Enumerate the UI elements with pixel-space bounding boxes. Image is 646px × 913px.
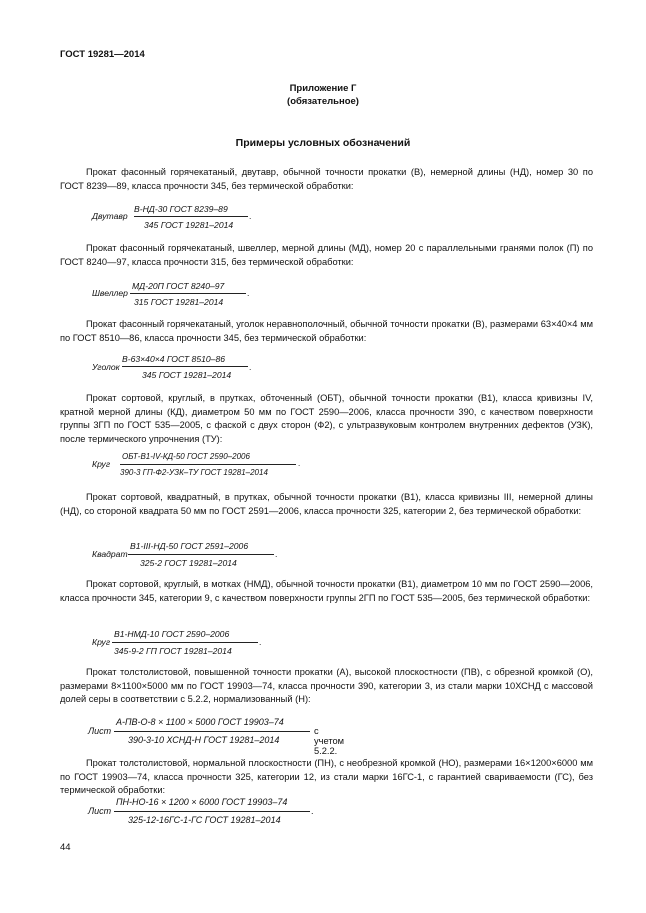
formula-suffix: .: [249, 211, 252, 221]
fraction-line: [128, 554, 274, 555]
entry-paragraph: Прокат сортовой, квадратный, в прутках, обычной точности прокатки (В1), класса кривизны III, немерной длины (НД), со стороной квадрата 50 мм по ГОСТ 2591—2006, класса прочности 325, категории 2, без термической обработки:: [60, 492, 593, 516]
formula-denominator: 325-2 ГОСТ 19281–2014: [140, 558, 237, 568]
entry-paragraph: Прокат сортовой, круглый, в прутках, обточенный (ОБТ), обычной точности прокатки (В1), класса кривизны IV, кратной мерной длины (КД), диаметром 50 мм по ГОСТ 2590—2006, класса прочности 390, с качеством поверхности группы 3ГП по ГОСТ 535—2005, с фаской с двух сторон (Ф2), с ультразвуковым контролем внутренних дефектов (УЗК), после термического упрочнения (ТУ):: [60, 393, 593, 444]
entry-paragraph: Прокат фасонный горячекатаный, уголок неравнополочный, обычной точности прокатки (В), размерами 63×40×4 мм по ГОСТ 8510—86, класса прочности 345, без термической обработки:: [60, 319, 593, 343]
formula-label: Круг: [92, 637, 111, 647]
entry-paragraph: Прокат толстолистовой, повышенной точности прокатки (А), высокой плоскостности (ПВ), с обрезной кромкой (О), размерами 8×1100×5000 мм по ГОСТ 19903—74, класса прочности 390, категории 3, из стали марки 10ХСНД с массовой долей серы в соответствии с 5.2.2, нормализованный (Н):: [60, 667, 593, 704]
formula-suffix: .: [298, 459, 301, 468]
formula-suffix: .: [247, 288, 250, 298]
formula-numerator: В1-НМД-10 ГОСТ 2590–2006: [114, 629, 230, 639]
fraction-line: [114, 811, 310, 812]
formula-suffix: .: [259, 637, 262, 647]
appendix-status: (обязательное): [287, 96, 359, 107]
formula-numerator: В-НД-30 ГОСТ 8239–89: [134, 204, 228, 214]
formula-suffix: .: [275, 549, 278, 559]
entry-paragraph: Прокат фасонный горячекатаный, швеллер, мерной длины (МД), номер 20 с параллельными гранями полок (П) по ГОСТ 8240—97, класса прочности 315, без термической обработки:: [60, 243, 593, 267]
formula-numerator: В1-III-НД-50 ГОСТ 2591–2006: [130, 541, 249, 551]
entry-paragraph: Прокат толстолистовой, нормальной плоскостности (ПН), с необрезной кромкой (НО), размерами 16×1200×6000 мм по ГОСТ 19903—74, класса прочности 325, категории 12, из стали марки 16ГС-1, с гарантией свариваемости (ГС), без термической обработки:: [60, 758, 593, 795]
formula-denominator: 345 ГОСТ 19281–2014: [144, 220, 234, 230]
formula-denominator: 390-3-10 ХСНД-Н ГОСТ 19281–2014: [128, 735, 280, 745]
formula-denominator: 325-12-16ГС-1-ГС ГОСТ 19281–2014: [128, 815, 281, 825]
appendix-heading: [0, 82, 646, 108]
formula-suffix: с учетом 5.2.2.: [314, 726, 345, 756]
entry-paragraph: Прокат сортовой, круглый, в мотках (НМД), обычной точности прокатки (В1), диаметром 10 мм по ГОСТ 2590—2006, класса прочности 345, категории 9, с качеством поверхности группы 2ГП по ГОСТ 535—2005, без термической обработки:: [60, 579, 593, 603]
document-header: ГОСТ 19281—2014: [60, 49, 145, 60]
formula-label: Квадрат: [92, 549, 128, 559]
fraction-line: [120, 464, 296, 465]
formula-label: Уголок: [92, 362, 120, 372]
fraction-line: [122, 366, 248, 367]
section-title: Примеры условных обозначений: [235, 137, 411, 149]
formula-denominator: 345-9-2 ГП ГОСТ 19281–2014: [114, 646, 232, 656]
formula-label: Лист: [88, 726, 112, 736]
fraction-line: [114, 731, 310, 732]
formula-suffix: .: [311, 806, 314, 816]
formula-numerator: В-63×40×4 ГОСТ 8510–86: [122, 354, 226, 364]
entry-paragraph: Прокат фасонный горячекатаный, двутавр, обычной точности прокатки (В), немерной длины (НД), номер 30 по ГОСТ 8239—89, класса прочности 345, без термической обработки:: [60, 167, 593, 191]
formula-label: Лист: [88, 806, 112, 816]
formula-numerator: А-ПВ-О-8 × 1100 × 5000 ГОСТ 19903–74: [116, 717, 284, 727]
formula-suffix: .: [249, 362, 252, 372]
formula-label: Двутавр: [92, 211, 128, 221]
formula-denominator: 345 ГОСТ 19281–2014: [142, 370, 232, 380]
appendix-title: Приложение Г: [289, 83, 357, 94]
page-number: 44: [60, 842, 71, 853]
formula-numerator: ОБТ-В1-IV-КД-50 ГОСТ 2590–2006: [122, 452, 250, 461]
formula-label: Швеллер: [92, 288, 128, 298]
formula-denominator: 390-3 ГП-Ф2-УЗК–ТУ ГОСТ 19281–2014: [120, 468, 268, 477]
formula-numerator: ПН-НО-16 × 1200 × 6000 ГОСТ 19903–74: [116, 797, 288, 807]
formula-label: Круг: [92, 459, 111, 469]
fraction-line: [130, 293, 246, 294]
fraction-line: [112, 642, 258, 643]
formula-numerator: МД-20П ГОСТ 8240–97: [132, 281, 225, 291]
formula-denominator: 315 ГОСТ 19281–2014: [134, 297, 224, 307]
fraction-line: [134, 216, 248, 217]
